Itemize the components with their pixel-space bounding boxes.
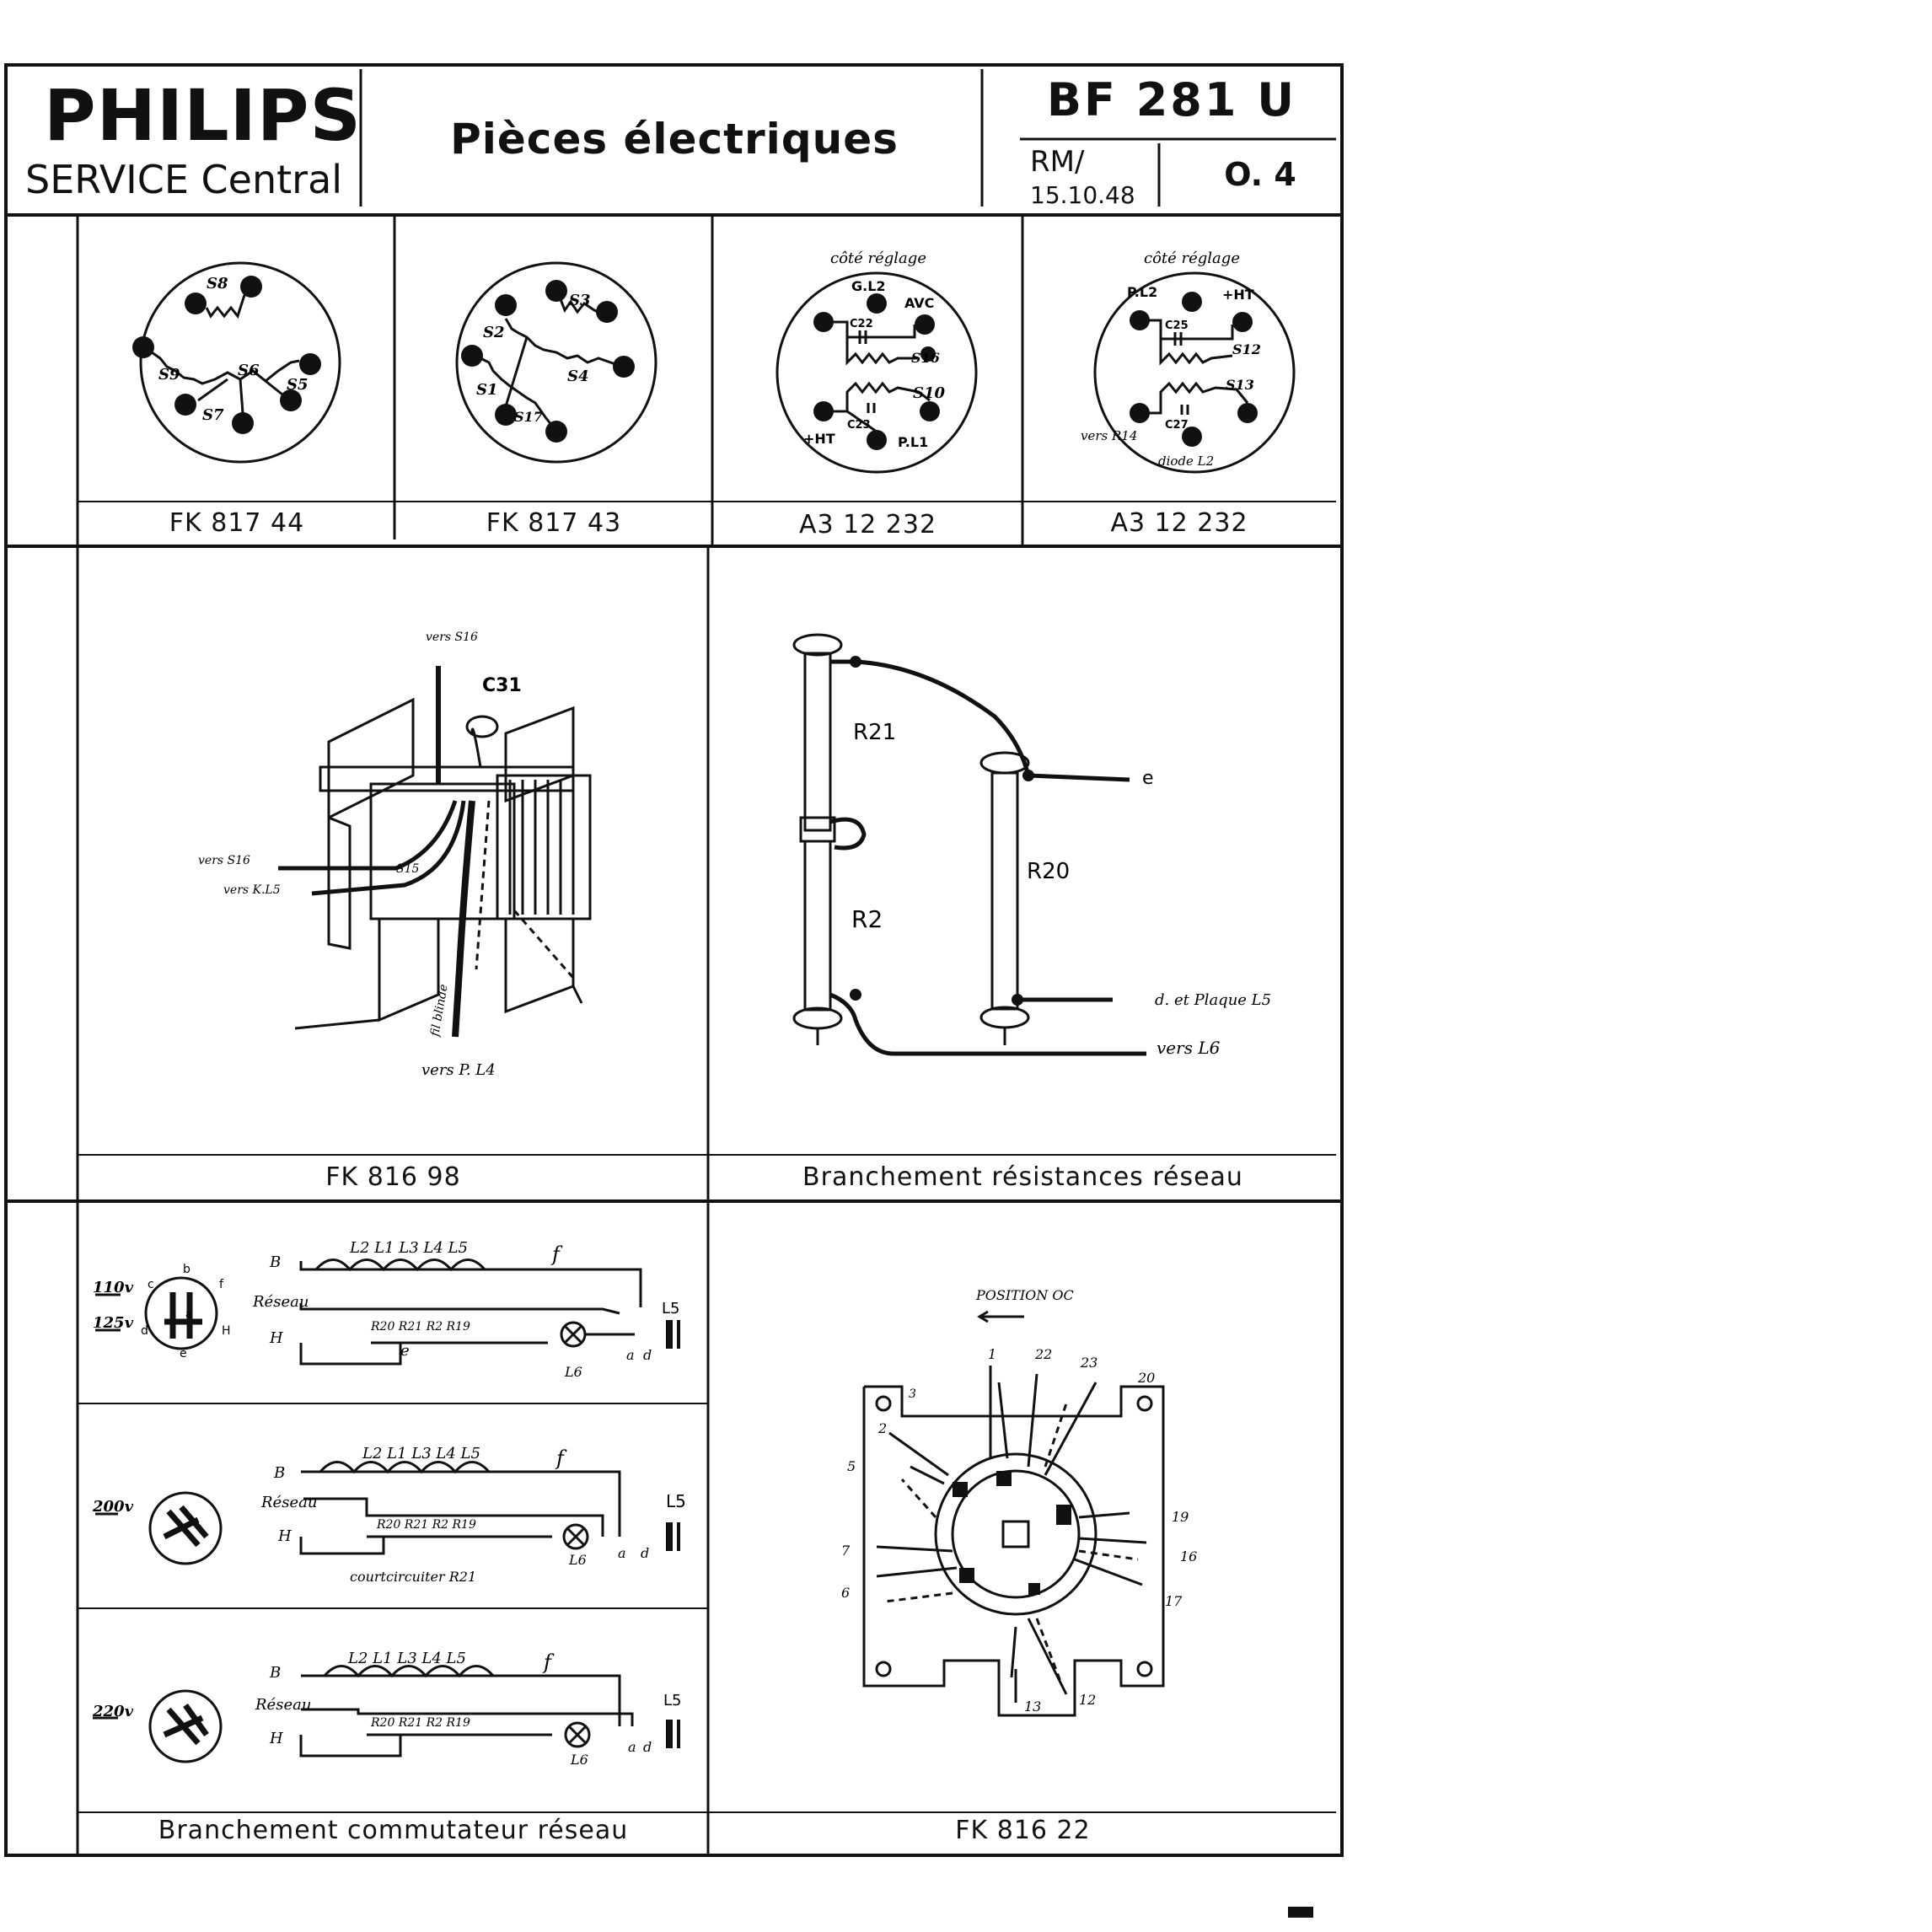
label-vers-s16-top: vers S16 [426, 631, 478, 644]
label-coils-1: L2 L1 L3 L4 L5 [350, 1239, 468, 1257]
socket-diagram-fk81744 [118, 253, 371, 472]
label-l6-2: L6 [569, 1552, 587, 1568]
pin-16: 16 [1180, 1548, 1197, 1564]
label-vers-s16-left: vers S16 [198, 854, 250, 867]
pin-label-s12: S12 [1232, 341, 1261, 357]
label-110v: 110v [93, 1279, 134, 1296]
label-d-plaque-l5: d. et Plaque L5 [1155, 991, 1272, 1009]
caption-fk81622: FK 816 22 [955, 1816, 1091, 1845]
label-coils-3: L2 L1 L3 L4 L5 [348, 1650, 466, 1667]
label-a-3: a [628, 1739, 636, 1755]
pin-label-pl1: P.L1 [898, 434, 929, 450]
pin-label-s9: S9 [158, 366, 180, 384]
pin-label-diode-l2: diode L2 [1158, 453, 1215, 469]
label-resistors-2: R20 R21 R2 R19 [377, 1518, 476, 1532]
model-number: BF 281 U [1046, 73, 1297, 126]
pin-label-s3: S3 [569, 292, 591, 309]
caption-fk81744: FK 817 44 [169, 508, 305, 538]
pin-label-s6: S6 [238, 362, 260, 379]
pin-label-c27: C27 [1165, 419, 1189, 432]
label-l5-3: L5 [663, 1692, 682, 1709]
pin-label-pl2: P.L2 [1127, 284, 1158, 300]
pin-2: 2 [878, 1420, 888, 1436]
pin-13: 13 [1024, 1699, 1042, 1715]
note-cote-reglage-1: côté réglage [830, 250, 926, 267]
label-l5-1: L5 [662, 1300, 680, 1318]
pin-5: 5 [847, 1458, 856, 1474]
label-reseau-1: Réseau [253, 1293, 309, 1311]
label-fil-blinde: fil blindé [428, 983, 451, 1038]
pin-1: 1 [988, 1346, 997, 1362]
label-a-1: a [626, 1347, 635, 1363]
switch-label-f: f [219, 1278, 223, 1291]
pin-label-s2: S2 [483, 324, 505, 341]
brand-logo: PHILIPS [44, 74, 362, 157]
socket-diagram-fk81743 [443, 253, 695, 472]
switch-label-h: H [222, 1324, 231, 1338]
panel-220v [92, 1650, 681, 1768]
pin-label-s16: S16 [911, 350, 940, 366]
caption-fk81698: FK 816 98 [325, 1162, 461, 1192]
pin-label-gl2: G.L2 [851, 278, 886, 294]
label-f-1: f [552, 1242, 560, 1266]
label-b-2: B [274, 1464, 286, 1482]
label-200v: 200v [93, 1498, 134, 1516]
note-court-circuiter: courtcircuiter R21 [350, 1569, 477, 1585]
if-transformer-diagram-1 [763, 244, 999, 480]
pin-label-s8: S8 [207, 275, 228, 292]
switch-label-e: e [180, 1347, 187, 1360]
wafer-switch-fk81622 [835, 1264, 1197, 1736]
caption-a312232-1: A3 12 232 [798, 510, 937, 539]
pin-22: 22 [1035, 1346, 1053, 1362]
label-l6-3: L6 [571, 1752, 588, 1768]
panel-200v [92, 1445, 686, 1585]
caption-branchement-resistances: Branchement résistances réseau [802, 1162, 1243, 1192]
pin-label-s4: S4 [567, 368, 589, 385]
pin-label-vers-r14: vers R14 [1081, 428, 1138, 443]
pin-label-avc: AVC [904, 295, 935, 311]
if-transformer-diagram-2 [1081, 244, 1317, 480]
pin-label-s10: S10 [913, 384, 946, 402]
caption-a312232-2: A3 12 232 [1110, 508, 1248, 538]
label-h-2: H [278, 1527, 292, 1545]
pin-6: 6 [841, 1585, 851, 1601]
label-vers-kl5: vers K.L5 [223, 883, 281, 897]
label-l5-2: L5 [666, 1491, 686, 1511]
pin-label-ht: +HT [803, 431, 835, 447]
pin-23: 23 [1081, 1355, 1098, 1371]
ref-label: RM/ [1030, 145, 1085, 179]
label-reseau-3: Réseau [255, 1696, 312, 1714]
label-r20: R20 [1027, 859, 1071, 884]
label-l6-1: L6 [565, 1364, 582, 1380]
caption-branchement-commutateur: Branchement commutateur réseau [158, 1816, 629, 1845]
pin-label-s7: S7 [202, 406, 224, 424]
label-h-3: H [270, 1730, 283, 1747]
pin-label-c23: C23 [847, 419, 871, 432]
page-title: Pièces électriques [450, 115, 899, 164]
pin-3: 3 [909, 1387, 916, 1401]
pin-17: 17 [1165, 1593, 1183, 1609]
label-d-1: d [643, 1347, 652, 1363]
pin-label-ht-2: +HT [1222, 287, 1254, 303]
label-vers-pl4: vers P. L4 [421, 1061, 496, 1079]
label-d-2: d [641, 1545, 650, 1561]
resistor-drawing [759, 615, 1298, 1087]
label-e: e [1142, 768, 1154, 789]
switch-label-a: a [185, 1308, 192, 1320]
label-s15: S15 [396, 862, 420, 876]
caption-fk81743: FK 817 43 [486, 508, 622, 538]
label-b-1: B [270, 1253, 282, 1271]
label-c31: C31 [482, 675, 522, 696]
note-cote-reglage-2: côté réglage [1144, 250, 1240, 267]
label-b-3: B [270, 1664, 282, 1682]
pin-label-c22: C22 [850, 318, 873, 330]
label-125v: 125v [93, 1314, 134, 1332]
transformer-drawing-fk81698 [185, 615, 624, 1087]
pin-19: 19 [1172, 1509, 1189, 1525]
sheet-date: 15.10.48 [1030, 181, 1135, 209]
label-r2: R2 [851, 905, 883, 933]
switch-label-d: d [141, 1324, 148, 1338]
label-h-1: H [270, 1329, 283, 1347]
label-220v: 220v [93, 1703, 134, 1720]
label-e-1: e [400, 1342, 410, 1360]
service-label: SERVICE Central [25, 157, 343, 202]
switch-label-c: c [148, 1278, 154, 1291]
label-position-oc: POSITION OC [976, 1287, 1074, 1303]
label-coils-2: L2 L1 L3 L4 L5 [362, 1445, 480, 1462]
pin-12: 12 [1079, 1692, 1097, 1708]
label-r21: R21 [853, 720, 897, 745]
label-resistors-1: R20 R21 R2 R19 [371, 1320, 470, 1334]
pin-label-s13: S13 [1226, 377, 1254, 393]
label-resistors-3: R20 R21 R2 R19 [371, 1716, 470, 1730]
sheet-number: O. 4 [1224, 156, 1296, 193]
pin-label-s1: S1 [476, 381, 498, 399]
switch-label-b: b [183, 1263, 191, 1276]
label-vers-l6: vers L6 [1157, 1038, 1221, 1058]
label-a-2: a [618, 1545, 626, 1561]
pin-label-s17: S17 [514, 409, 543, 425]
label-f-3: f [544, 1650, 551, 1674]
label-reseau-2: Réseau [261, 1494, 318, 1511]
label-f-2: f [556, 1446, 564, 1470]
pin-7: 7 [841, 1543, 851, 1559]
pin-label-c25: C25 [1165, 319, 1189, 332]
pin-20: 20 [1138, 1370, 1156, 1386]
label-d-3: d [643, 1739, 652, 1755]
mains-switch-panels [80, 1204, 706, 1811]
pin-label-s5: S5 [287, 376, 309, 394]
